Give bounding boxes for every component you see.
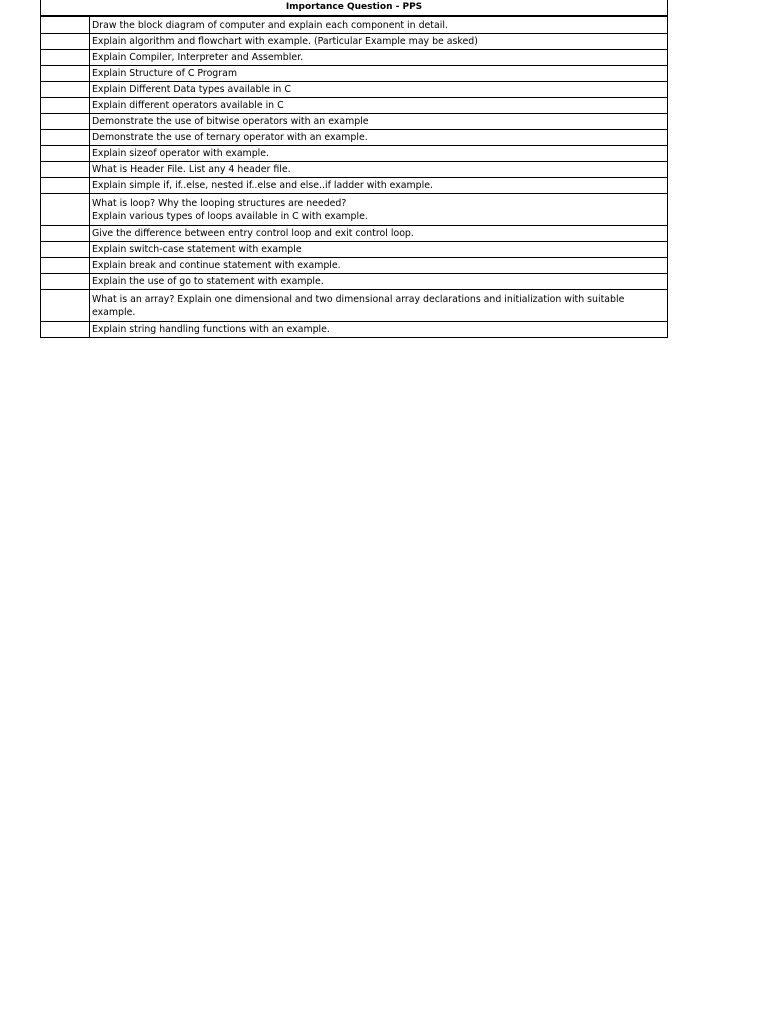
question-number-cell bbox=[41, 82, 90, 98]
question-number-cell bbox=[41, 162, 90, 178]
table-row bbox=[41, 82, 668, 98]
question-number-cell bbox=[41, 226, 90, 242]
question-number-cell bbox=[41, 242, 90, 258]
question-text-cell: Explain string handling functions with an example. bbox=[90, 322, 668, 338]
table-row bbox=[41, 322, 668, 338]
question-text-cell: Explain Different Data types available in C bbox=[90, 82, 668, 98]
question-number-cell bbox=[41, 258, 90, 274]
question-sheet bbox=[40, 0, 668, 338]
question-text-cell: Explain algorithm and flowchart with example. (Particular Example may be asked) bbox=[90, 34, 668, 50]
table-row bbox=[41, 34, 668, 50]
question-text-cell: Explain break and continue statement with example. bbox=[90, 258, 668, 274]
table-row bbox=[41, 98, 668, 114]
table-row bbox=[41, 17, 668, 34]
question-text-cell: What is loop? Why the looping structures are needed? Explain various types of loops available in C with example. bbox=[90, 194, 668, 226]
table-row bbox=[41, 242, 668, 258]
question-number-cell bbox=[41, 34, 90, 50]
sheet-title: Importance Question - PPS bbox=[40, 0, 668, 16]
table-row bbox=[41, 146, 668, 162]
table-row bbox=[41, 50, 668, 66]
question-number-cell bbox=[41, 194, 90, 226]
question-text-cell: What is Header File. List any 4 header file. bbox=[90, 162, 668, 178]
table-row bbox=[41, 178, 668, 194]
table-row bbox=[41, 130, 668, 146]
question-text-cell: Give the difference between entry control loop and exit control loop. bbox=[90, 226, 668, 242]
question-text-cell: Draw the block diagram of computer and explain each component in detail. bbox=[90, 17, 668, 34]
question-number-cell bbox=[41, 66, 90, 82]
question-number-cell bbox=[41, 130, 90, 146]
question-number-cell bbox=[41, 322, 90, 338]
table-row bbox=[41, 274, 668, 290]
question-number-cell bbox=[41, 146, 90, 162]
table-row bbox=[41, 66, 668, 82]
question-number-cell bbox=[41, 178, 90, 194]
table-row bbox=[41, 114, 668, 130]
question-text-cell: Explain simple if, if..else, nested if..else and else..if ladder with example. bbox=[90, 178, 668, 194]
questions-table bbox=[40, 16, 668, 338]
question-text-cell: Explain different operators available in C bbox=[90, 98, 668, 114]
table-row bbox=[41, 226, 668, 242]
question-text-cell: Explain Compiler, Interpreter and Assembler. bbox=[90, 50, 668, 66]
question-number-cell bbox=[41, 274, 90, 290]
table-row bbox=[41, 258, 668, 274]
table-row bbox=[41, 194, 668, 226]
question-text-cell: Demonstrate the use of bitwise operators with an example bbox=[90, 114, 668, 130]
question-number-cell bbox=[41, 98, 90, 114]
question-text-cell: Demonstrate the use of ternary operator with an example. bbox=[90, 130, 668, 146]
question-text-cell: Explain Structure of C Program bbox=[90, 66, 668, 82]
question-text-cell: Explain switch-case statement with example bbox=[90, 242, 668, 258]
question-number-cell bbox=[41, 17, 90, 34]
question-text-cell: Explain sizeof operator with example. bbox=[90, 146, 668, 162]
table-row bbox=[41, 162, 668, 178]
question-number-cell bbox=[41, 50, 90, 66]
question-number-cell bbox=[41, 114, 90, 130]
table-row bbox=[41, 290, 668, 322]
question-text-cell: Explain the use of go to statement with example. bbox=[90, 274, 668, 290]
question-number-cell bbox=[41, 290, 90, 322]
question-text-cell: What is an array? Explain one dimensional and two dimensional array declarations and initialization with suitable example. bbox=[90, 290, 668, 322]
